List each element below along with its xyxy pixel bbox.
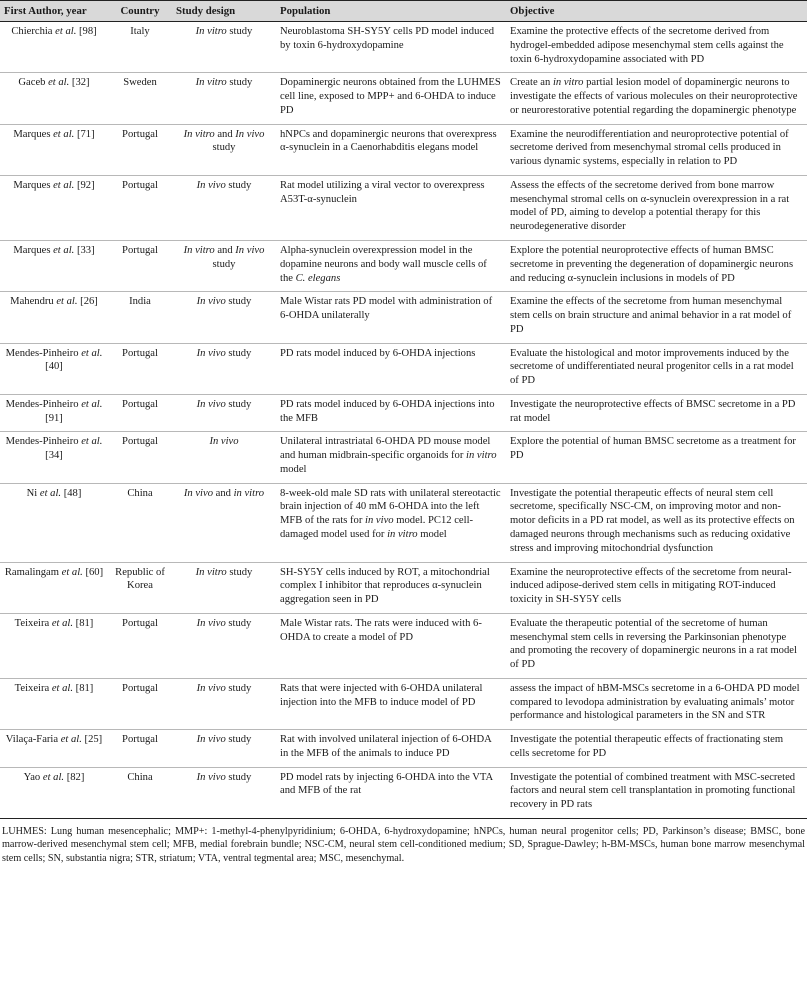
cell-study-design-text: study: [226, 566, 253, 578]
cell-objective: [506, 394, 807, 432]
cell-objective-text: Assess the effects of the secretome derived from bone marrow mesenchymal stromal cells on α-synuclein overexpression in a rat model of PD, aiming to develop a potential therapy for this neurodegenerative disorder: [510, 179, 790, 233]
cell-study-design: [172, 613, 276, 678]
cell-study-design-text: In vivo: [196, 398, 226, 410]
cell-population-text: Male Wistar rats PD model with administration of 6-OHDA unilaterally: [280, 296, 493, 322]
cell-study-design-text: study: [212, 258, 236, 270]
cell-author-text: Ni: [26, 487, 40, 499]
cell-study-design: [172, 22, 276, 73]
cell-study-design-text: study: [225, 617, 252, 629]
cell-objective-text: Investigate the potential of combined treatment with MSC-secreted factors and neural stem cell transplantation in promoting functional recovery in PD rats: [510, 771, 796, 811]
cell-country: Sweden: [108, 73, 172, 124]
cell-country: China: [108, 483, 172, 562]
table-row: [0, 483, 807, 562]
cell-population: [276, 562, 506, 613]
cell-population-text: in vivo: [365, 515, 394, 527]
cell-population: [276, 483, 506, 562]
cell-study-design-text: In vivo: [196, 617, 226, 629]
cell-population: [276, 73, 506, 124]
cell-population: [276, 175, 506, 240]
table-row: [0, 767, 807, 818]
cell-study-design: [172, 483, 276, 562]
cell-objective: [506, 292, 807, 343]
cell-study-design-text: In vivo: [235, 244, 265, 256]
cell-author-text: Teixeira: [14, 617, 52, 629]
cell-population-text: Neuroblastoma SH-SY5Y cells PD model induced by toxin 6-hydroxydopamine: [280, 26, 495, 51]
cell-author-text: [48]: [61, 487, 82, 499]
table-row: [0, 678, 807, 729]
cell-author-text: [82]: [64, 771, 85, 783]
table-row: [0, 73, 807, 124]
cell-author: [0, 124, 108, 175]
cell-objective-text: Investigate the potential therapeutic effects of neural stem cell secretome, specifically NSC-CM, on improving motor and non-motor deficits in a PD rat model, as well as its protective effects on damaged neurons through mechanisms such as reducing oxidative stress and improving mitochondrial dysfunction: [510, 487, 795, 554]
cell-population: [276, 124, 506, 175]
cell-country: Portugal: [108, 175, 172, 240]
cell-study-design: [172, 124, 276, 175]
table-row: [0, 22, 807, 73]
cell-study-design-text: In vivo: [196, 771, 226, 783]
table-row: [0, 124, 807, 175]
table-row: [0, 432, 807, 483]
cell-study-design-text: In vivo: [196, 296, 226, 308]
cell-objective: [506, 240, 807, 291]
cell-author-text: Marques: [13, 179, 54, 191]
cell-objective: [506, 767, 807, 818]
cell-study-design: [172, 73, 276, 124]
cell-study-design-text: In vivo: [235, 128, 265, 140]
cell-country: Portugal: [108, 678, 172, 729]
cell-author-text: [40]: [45, 361, 63, 373]
cell-author-text: et al.: [51, 617, 74, 629]
cell-author-text: et al.: [51, 682, 74, 694]
cell-author-text: [60]: [82, 566, 104, 578]
cell-objective-text: assess the impact of hBM-MSCs secretome in a 6-OHDA PD model compared to levodopa administration by evaluating animals’ motor performance and histological parameters in the SN and STR: [510, 682, 800, 722]
cell-study-design: [172, 678, 276, 729]
cell-author-text: [98]: [76, 26, 97, 38]
cell-author-text: [92]: [74, 179, 95, 191]
cell-study-design: [172, 240, 276, 291]
cell-objective: [506, 613, 807, 678]
cell-population-text: in vitro: [466, 450, 497, 462]
cell-study-design: [172, 394, 276, 432]
cell-author: [0, 562, 108, 613]
cell-author: [0, 343, 108, 394]
cell-country: Portugal: [108, 432, 172, 483]
cell-author-text: et al.: [39, 487, 62, 499]
cell-study-design-text: study: [225, 296, 252, 308]
cell-author-text: et al.: [81, 398, 103, 410]
cell-author-text: et al.: [48, 77, 70, 89]
cell-author-text: et al.: [56, 296, 78, 308]
cell-study-design-text: study: [226, 26, 253, 38]
cell-population-text: PD rats model induced by 6-OHDA injections into the MFB: [280, 398, 495, 424]
cell-population-text: C. elegans: [295, 272, 341, 284]
cell-population-text: Rat model utilizing a viral vector to overexpress A53T-α-synuclein: [280, 179, 485, 205]
cell-objective-text: Explore the potential neuroprotective effects of human BMSC secretome in preventing the degeneration of dopaminergic neurons and reducing α-synuclein inclusions in models of PD: [510, 244, 794, 284]
cell-author: [0, 292, 108, 343]
cell-objective-text: Create an: [510, 77, 553, 89]
cell-author-text: [32]: [69, 77, 90, 89]
cell-author-text: Mahendru: [10, 296, 57, 308]
cell-objective-text: Examine the protective effects of the secretome derived from hydrogel-embedded adipose mesenchymal stem cells against the toxin 6-hydroxydopamine associated with PD: [510, 26, 784, 65]
cell-population: [276, 730, 506, 768]
cell-population: [276, 343, 506, 394]
cell-study-design-text: In vivo: [183, 487, 213, 499]
cell-objective: [506, 343, 807, 394]
cell-population: [276, 240, 506, 291]
cell-population-text: Unilateral intrastriatal 6-OHDA PD mouse model and human midbrain-specific organoids for: [280, 436, 491, 462]
cell-author: [0, 678, 108, 729]
cell-study-design-text: study: [212, 142, 236, 154]
table-header: [0, 1, 807, 22]
cell-population-text: 8-week-old male SD rats with unilateral stereotactic brain injection of 40 mM 6-OHDA into the left MFB of the rats for: [280, 487, 501, 527]
cell-author-text: Gaceb: [18, 77, 49, 89]
header-population: Population: [276, 1, 506, 22]
cell-population: [276, 394, 506, 432]
cell-study-design: [172, 343, 276, 394]
cell-objective-text: Examine the effects of the secretome from human mesenchymal stem cells on brain structure and animal behavior in a rat model of PD: [510, 296, 792, 335]
cell-country: Portugal: [108, 730, 172, 768]
cell-study-design-text: study: [225, 771, 252, 783]
cell-population-text: PD model rats by injecting 6-OHDA into the VTA and MFB of the rat: [280, 771, 493, 797]
cell-objective: [506, 175, 807, 240]
cell-study-design-text: study: [225, 347, 252, 359]
cell-author-text: Mendes-Pinheiro: [5, 398, 82, 410]
cell-population: [276, 767, 506, 818]
cell-population-text: SH-SY5Y cells induced by ROT, a mitochondrial complex I inhibitor that reproduces α-synuclein aggregation seen in PD: [280, 566, 490, 606]
cell-author-text: et al.: [81, 347, 103, 359]
cell-objective: [506, 124, 807, 175]
cell-author-text: et al.: [61, 566, 83, 578]
cell-study-design-text: study: [225, 682, 252, 694]
table-row: [0, 562, 807, 613]
cell-study-design: [172, 767, 276, 818]
cell-author: [0, 613, 108, 678]
cell-author-text: [71]: [74, 128, 95, 140]
cell-author-text: et al.: [42, 771, 65, 783]
cell-population: [276, 613, 506, 678]
cell-author-text: et al.: [81, 436, 103, 448]
cell-population: [276, 292, 506, 343]
cell-author: [0, 175, 108, 240]
table-row: [0, 292, 807, 343]
cell-population-text: model: [417, 529, 447, 540]
cell-study-design-text: and: [214, 128, 236, 140]
table-footnote: LUHMES: Lung human mesencephalic; MMP+: 1-methyl-4-phenylpyridinium; 6-OHDA, 6-hydroxydopamine; hNPCs, human neural progenitor cells; PD, Parkinson’s disease; BMSC, bone marrow-derived mesenchymal stem cell; MFB, medial forebrain bundle; NSC-CM, neural stem cell-conditioned medium; SD, Sprague-Dawley; h-BM-MSCs, human bone marrow mesenchymal stem cells; SN, substantia nigra; STR, striatum; VTA, ventral tegmental area; MSC, mesenchymal.: [2, 826, 805, 864]
cell-objective: [506, 22, 807, 73]
cell-country: Portugal: [108, 240, 172, 291]
cell-author-text: [81]: [73, 617, 94, 629]
cell-study-design-text: In vivo: [209, 436, 239, 448]
cell-study-design-text: study: [226, 77, 253, 89]
cell-study-design-text: In vivo: [196, 734, 226, 746]
cell-author-text: [34]: [45, 450, 63, 462]
cell-author: [0, 432, 108, 483]
cell-country: Portugal: [108, 613, 172, 678]
cell-objective-text: Examine the neuroprotective effects of the secretome from neural-induced adipose-derived stem cells in mitigating ROT-induced toxicity in SH-SY5Y cells: [510, 566, 792, 606]
cell-author-text: Mendes-Pinheiro: [5, 347, 82, 359]
cell-objective: [506, 432, 807, 483]
cell-author-text: Teixeira: [14, 682, 52, 694]
cell-author-text: et al.: [53, 179, 75, 191]
cell-author-text: et al.: [60, 734, 82, 746]
header-objective: Objective: [506, 1, 807, 22]
cell-study-design-text: In vitro: [195, 26, 227, 38]
cell-study-design-text: study: [225, 398, 252, 410]
cell-study-design-text: In vivo: [196, 682, 226, 694]
cell-objective-text: Evaluate the histological and motor improvements induced by the secretome of undifferentiated neural progenitor cells in a rat model of PD: [510, 347, 794, 387]
cell-country: China: [127, 771, 153, 783]
cell-author-text: Vilaça-Faria: [5, 734, 61, 746]
cell-author-text: Mendes-Pinheiro: [5, 436, 82, 448]
cell-author-text: [33]: [74, 244, 95, 256]
cell-objective: [506, 678, 807, 729]
table-row: [0, 240, 807, 291]
cell-author: [0, 767, 108, 818]
cell-population-text: Dopaminergic neurons obtained from the LUHMES cell line, exposed to MPP+ and 6-OHDA to induce PD: [280, 77, 501, 116]
cell-study-design-text: and: [213, 487, 234, 499]
cell-country: Italy: [108, 22, 172, 73]
cell-objective: [506, 483, 807, 562]
cell-author-text: et al.: [55, 26, 77, 38]
cell-objective-text: Investigate the potential therapeutic effects of fractionating stem cells secretome for PD: [510, 734, 784, 759]
cell-population-text: Rats that were injected with 6-OHDA unilateral injection into the MFB to induce model of PD: [280, 682, 483, 708]
cell-population-text: model. PC12 cell-damaged model used for: [280, 515, 474, 540]
cell-author-text: [91]: [45, 412, 63, 424]
header-country: Country: [108, 1, 172, 22]
cell-objective-text: Investigate the neuroprotective effects of BMSC secretome in a PD rat model: [510, 398, 796, 424]
cell-author: [0, 240, 108, 291]
header-row: [0, 1, 807, 22]
cell-author-text: et al.: [53, 244, 75, 256]
cell-population: [276, 22, 506, 73]
cell-population-text: PD rats model induced by 6-OHDA injections: [280, 347, 476, 359]
cell-author: [0, 394, 108, 432]
cell-study-design: [172, 562, 276, 613]
cell-objective-text: in vitro: [552, 77, 584, 89]
cell-author-text: [81]: [73, 682, 94, 694]
cell-author-text: [26]: [77, 296, 98, 308]
cell-objective-text: partial lesion model of dopaminergic neurons to investigate the effects of various molecules on their neuroprotective or neurorestorative potential regarding the dopaminergic phenotype: [510, 77, 798, 116]
cell-study-design-text: In vivo: [196, 347, 226, 359]
cell-population-text: Rat with involved unilateral injection of 6-OHDA in the MFB of the animals to induce PD: [280, 734, 492, 759]
cell-author: [0, 483, 108, 562]
table-row: [0, 394, 807, 432]
cell-author-text: Yao: [23, 771, 43, 783]
cell-objective-text: Evaluate the therapeutic potential of the secretome of human mesenchymal stem cells in reversing the Parkinsonian phenotype and promoting the recovery of dopaminergic neurons in a rat model of PD: [510, 617, 797, 671]
cell-study-design-text: In vitro: [195, 566, 227, 578]
cell-population: [276, 432, 506, 483]
cell-author-text: Marques: [13, 128, 54, 140]
cell-country: Portugal: [108, 343, 172, 394]
cell-author-text: Marques: [13, 244, 54, 256]
cell-population-text: in vitro: [387, 529, 418, 540]
cell-country: India: [108, 292, 172, 343]
cell-study-design-text: and: [214, 244, 236, 256]
cell-study-design-text: study: [225, 179, 252, 191]
cell-population-text: Alpha-synuclein overexpression model in the dopamine neurons and body wall muscle cells of the: [280, 244, 487, 284]
cell-objective-text: Examine the neurodifferentiation and neuroprotective potential of secretome derived from mesenchymal stromal cells produced in various dynamic systems, especially in relation to PD: [510, 128, 789, 168]
cell-population-text: Male Wistar rats. The rats were induced with 6-OHDA to create a model of PD: [280, 617, 482, 643]
cell-objective: [506, 730, 807, 768]
table-row: [0, 175, 807, 240]
cell-author: [0, 730, 108, 768]
cell-population-text: model: [280, 463, 307, 475]
cell-objective-text: Explore the potential of human BMSC secretome as a treatment for PD: [510, 436, 796, 462]
cell-study-design-text: in vitro: [233, 487, 265, 499]
cell-population: [276, 678, 506, 729]
cell-country: Portugal: [108, 394, 172, 432]
cell-author: [0, 22, 108, 73]
cell-author: [0, 73, 108, 124]
cell-study-design: [172, 730, 276, 768]
cell-author-text: Ramalingam: [4, 566, 62, 578]
cell-author-text: Chierchia: [11, 26, 56, 38]
cell-study-design: [172, 175, 276, 240]
cell-study-design: [172, 292, 276, 343]
cell-study-design-text: In vitro: [183, 244, 215, 256]
header-author: First Author, year: [0, 1, 108, 22]
cell-country: Portugal: [108, 124, 172, 175]
cell-author-text: [25]: [81, 734, 103, 746]
cell-objective: [506, 73, 807, 124]
cell-author-text: et al.: [53, 128, 75, 140]
cell-study-design-text: study: [225, 734, 252, 746]
table-body: [0, 22, 807, 819]
cell-study-design-text: In vitro: [195, 77, 227, 89]
cell-study-design: [172, 432, 276, 483]
cell-country: Republic of Korea: [108, 562, 172, 613]
cell-population-text: hNPCs and dopaminergic neurons that overexpress α-synuclein in a Caenorhabditis elegans model: [280, 128, 497, 154]
table-row: [0, 730, 807, 768]
header-study-design: Study design: [172, 1, 276, 22]
cell-study-design-text: In vivo: [196, 179, 226, 191]
cell-objective: [506, 562, 807, 613]
cell-study-design-text: In vitro: [183, 128, 215, 140]
table-row: [0, 613, 807, 678]
table-row: [0, 343, 807, 394]
